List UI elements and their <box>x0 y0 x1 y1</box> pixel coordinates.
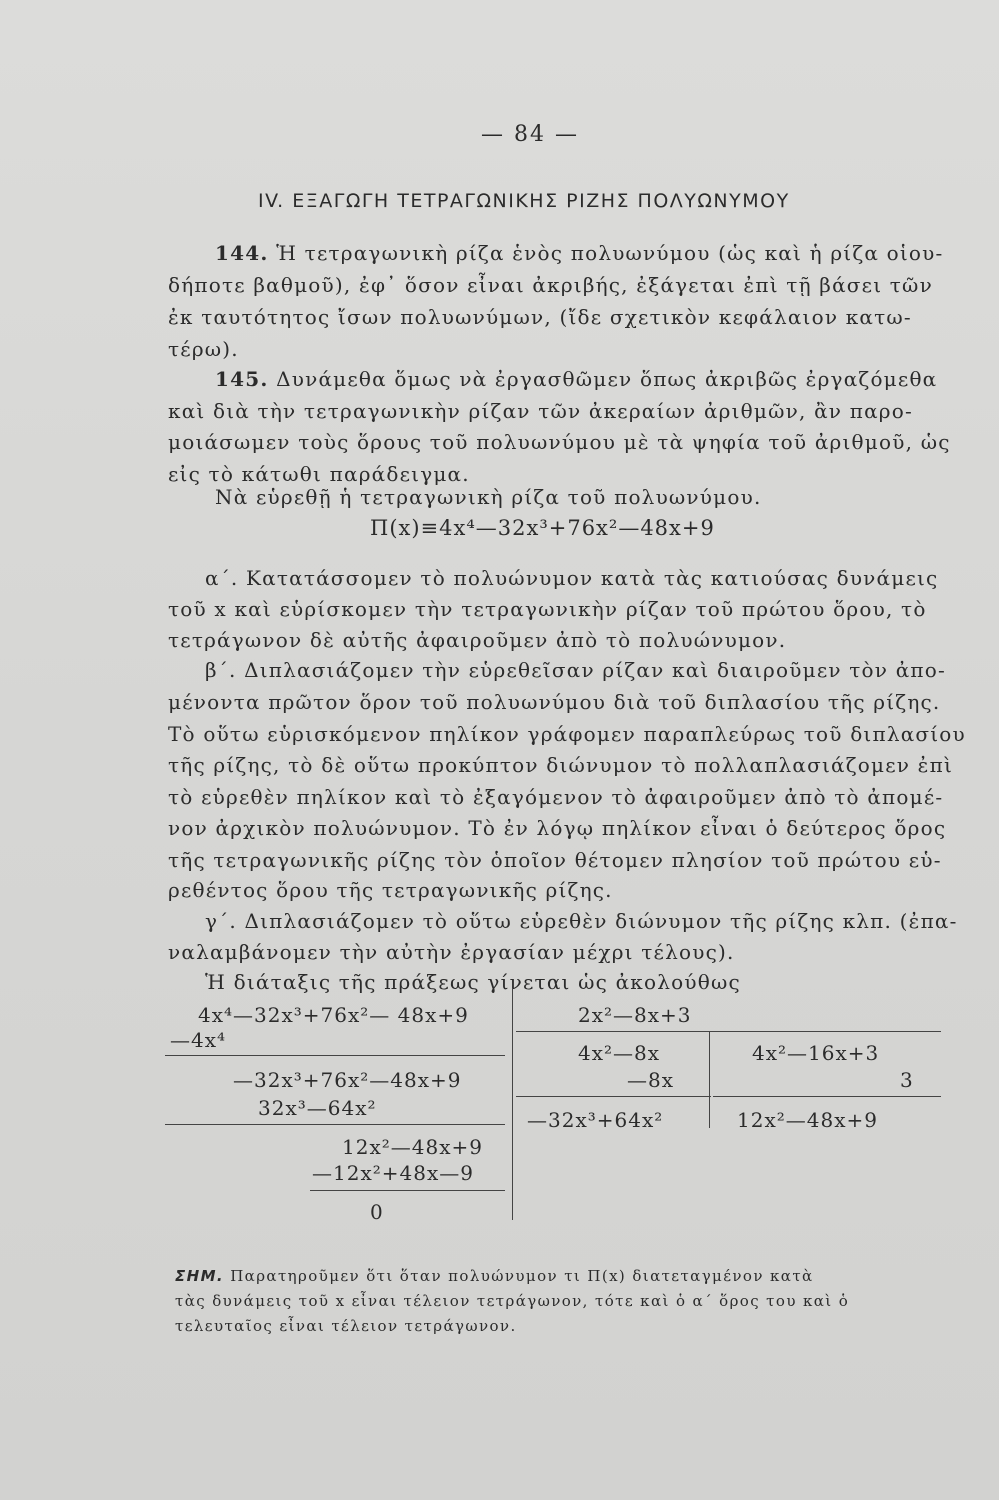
division-rule-2 <box>165 1124 505 1125</box>
note-text: Παρατηροῦμεν ὅτι ὅταν πολυώνυμον τι Π(x) διατεταγμένον κατὰ <box>230 1267 814 1285</box>
note-line-2: τὰς δυνάμεις τοῦ x εἶναι τέλειον τετράγωνον, τότε καὶ ὁ α΄ ὅρος του καὶ ὁ <box>175 1292 850 1310</box>
division-dividend: 4x⁴—32x³+76x²— 48x+9 <box>198 1003 469 1027</box>
quotient-1: —8x <box>627 1068 675 1092</box>
step-a-line-1: α΄. Κατατάσσομεν τὸ πολυώνυμον κατὰ τὰς κατιούσας δυνάμεις <box>205 566 939 590</box>
divisor-1: 4x²—8x <box>578 1041 661 1065</box>
step-b-line-1: β΄. Διπλασιάζομεν τὴν εὑρεθεῖσαν ρίζαν καὶ διαιροῦμεν τὸν ἀπο- <box>205 658 946 682</box>
section-144-number: 144. <box>215 241 269 265</box>
step-b-line-6: νον ἀρχικὸν πολυώνυμον. Τὸ ἐν λόγῳ πηλίκον εἶναι ὁ δεύτερος ὅρος <box>168 816 947 840</box>
layout-intro: Ἡ διάταξις τῆς πράξεως γίνεται ὡς ἀκολούθως <box>205 970 741 994</box>
step-b-line-4: τῆς ρίζης, τὸ δὲ οὕτω προκύπτον διώνυμον τὸ πολλαπλασιάζομεν ἐπὶ <box>168 753 954 777</box>
section-145-line-2: καὶ διὰ τὴν τετραγωνικὴν ρίζαν τῶν ἀκεραίων ἀριθμῶν, ἂν παρο- <box>168 399 913 423</box>
division-remainder-1: —32x³+76x²—48x+9 <box>233 1068 462 1092</box>
right-rule <box>713 1096 941 1097</box>
polynomial-formula: Π(x)≡4x⁴—32x³+76x²—48x+9 <box>370 516 715 540</box>
division-vertical-rule <box>512 988 513 1220</box>
division-subtract-1: —4x⁴ <box>170 1028 227 1052</box>
product-2: 12x²—48x+9 <box>737 1108 878 1132</box>
section-144-line-4: τέρω). <box>168 337 239 361</box>
note-line-1 <box>175 1267 995 1285</box>
division-subtract-3: —12x²+48x—9 <box>312 1161 474 1185</box>
step-b-line-8: ρεθέντος ὅρου τῆς τετραγωνικῆς ρίζης. <box>168 878 613 902</box>
division-remainder-2: 12x²—48x+9 <box>342 1135 483 1159</box>
page-number: — 84 — <box>481 122 579 147</box>
step-b-line-2: μένοντα πρῶτον ὅρον τοῦ πολυωνύμου διὰ τοῦ διπλασίου τῆς ρίζης. <box>168 690 941 714</box>
root-underline <box>516 1031 941 1032</box>
division-rule-3 <box>310 1190 505 1191</box>
divisor-2: 4x²—16x+3 <box>752 1041 880 1065</box>
note-line-3: τελευταῖος εἶναι τέλειον τετράγωνον. <box>175 1317 517 1335</box>
mid-vertical-rule <box>709 1032 710 1128</box>
division-rule-1 <box>165 1055 505 1056</box>
section-144-line-3: ἐκ ταυτότητος ἴσων πολυωνύμων, (ἴδε σχετικὸν κεφάλαιον κατω- <box>168 305 912 329</box>
section-145-line-4: εἰς τὸ κάτωθι παράδειγμα. <box>168 462 470 486</box>
step-c-line-2: ναλαμβάνομεν τὴν αὐτὴν ἐργασίαν μέχρι τέλους). <box>168 940 735 964</box>
section-145-text: Δυνάμεθα ὅμως νὰ ἐργασθῶμεν ὅπως ἀκριβῶς ἐργαζόμεθα <box>276 367 938 391</box>
step-a-line-3: τετράγωνον δὲ αὐτῆς ἀφαιροῦμεν ἀπὸ τὸ πολυώνυμον. <box>168 628 787 652</box>
section-145-line-3: μοιάσωμεν τοὺς ὅρους τοῦ πολυωνύμου μὲ τὰ ψηφία τοῦ ἀριθμοῦ, ὡς <box>168 430 951 454</box>
section-144-text: Ἡ τετραγωνικὴ ρίζα ἑνὸς πολυωνύμου (ὡς καὶ ἡ ρίζα οἱου- <box>276 241 944 265</box>
note-label: ΣΗΜ. <box>175 1267 225 1285</box>
step-c-line-1: γ΄. Διπλασιάζομεν τὸ οὕτω εὑρεθὲν διώνυμον τῆς ρίζης κλπ. (ἐπα- <box>205 909 958 933</box>
mid-rule <box>516 1096 711 1097</box>
chapter-title: IV. ΕΞΑΓΩΓΗ ΤΕΤΡΑΓΩΝΙΚΗΣ ΡΙΖΗΣ ΠΟΛΥΩΝΥΜΟΥ <box>258 190 790 212</box>
division-subtract-2: 32x³—64x² <box>258 1096 377 1120</box>
step-b-line-3: Τὸ οὕτω εὑρισκόμενον πηλίκον γράφομεν παραπλεύρως τοῦ διπλασίου <box>168 722 966 746</box>
step-b-line-7: τῆς τετραγωνικῆς ρίζης τὸν ὁποῖον θέτομεν πλησίον τοῦ πρώτου εὑ- <box>168 848 942 872</box>
quotient-2: 3 <box>900 1068 914 1092</box>
step-a-line-2: τοῦ x καὶ εὑρίσκομεν τὴν τετραγωνικὴν ρίζαν τοῦ πρώτου ὅρου, τὸ <box>168 597 927 621</box>
section-144-line-2: δήποτε βαθμοῦ), ἐφ᾽ ὅσον εἶναι ἀκριβής, ἐξάγεται ἐπὶ τῇ βάσει τῶν <box>168 273 933 297</box>
section-145-line-5: Νὰ εὑρεθῇ ἡ τετραγωνικὴ ρίζα τοῦ πολυωνύμου. <box>215 485 762 509</box>
step-b-line-5: τὸ εὑρεθὲν πηλίκον καὶ τὸ ἐξαγόμενον τὸ ἀφαιροῦμεν ἀπὸ τὸ ἀπομέ- <box>168 785 944 809</box>
product-1: —32x³+64x² <box>527 1108 664 1132</box>
square-root-result: 2x²—8x+3 <box>578 1003 692 1027</box>
division-final-remainder: 0 <box>370 1200 384 1224</box>
section-145-number: 145. <box>215 367 269 391</box>
